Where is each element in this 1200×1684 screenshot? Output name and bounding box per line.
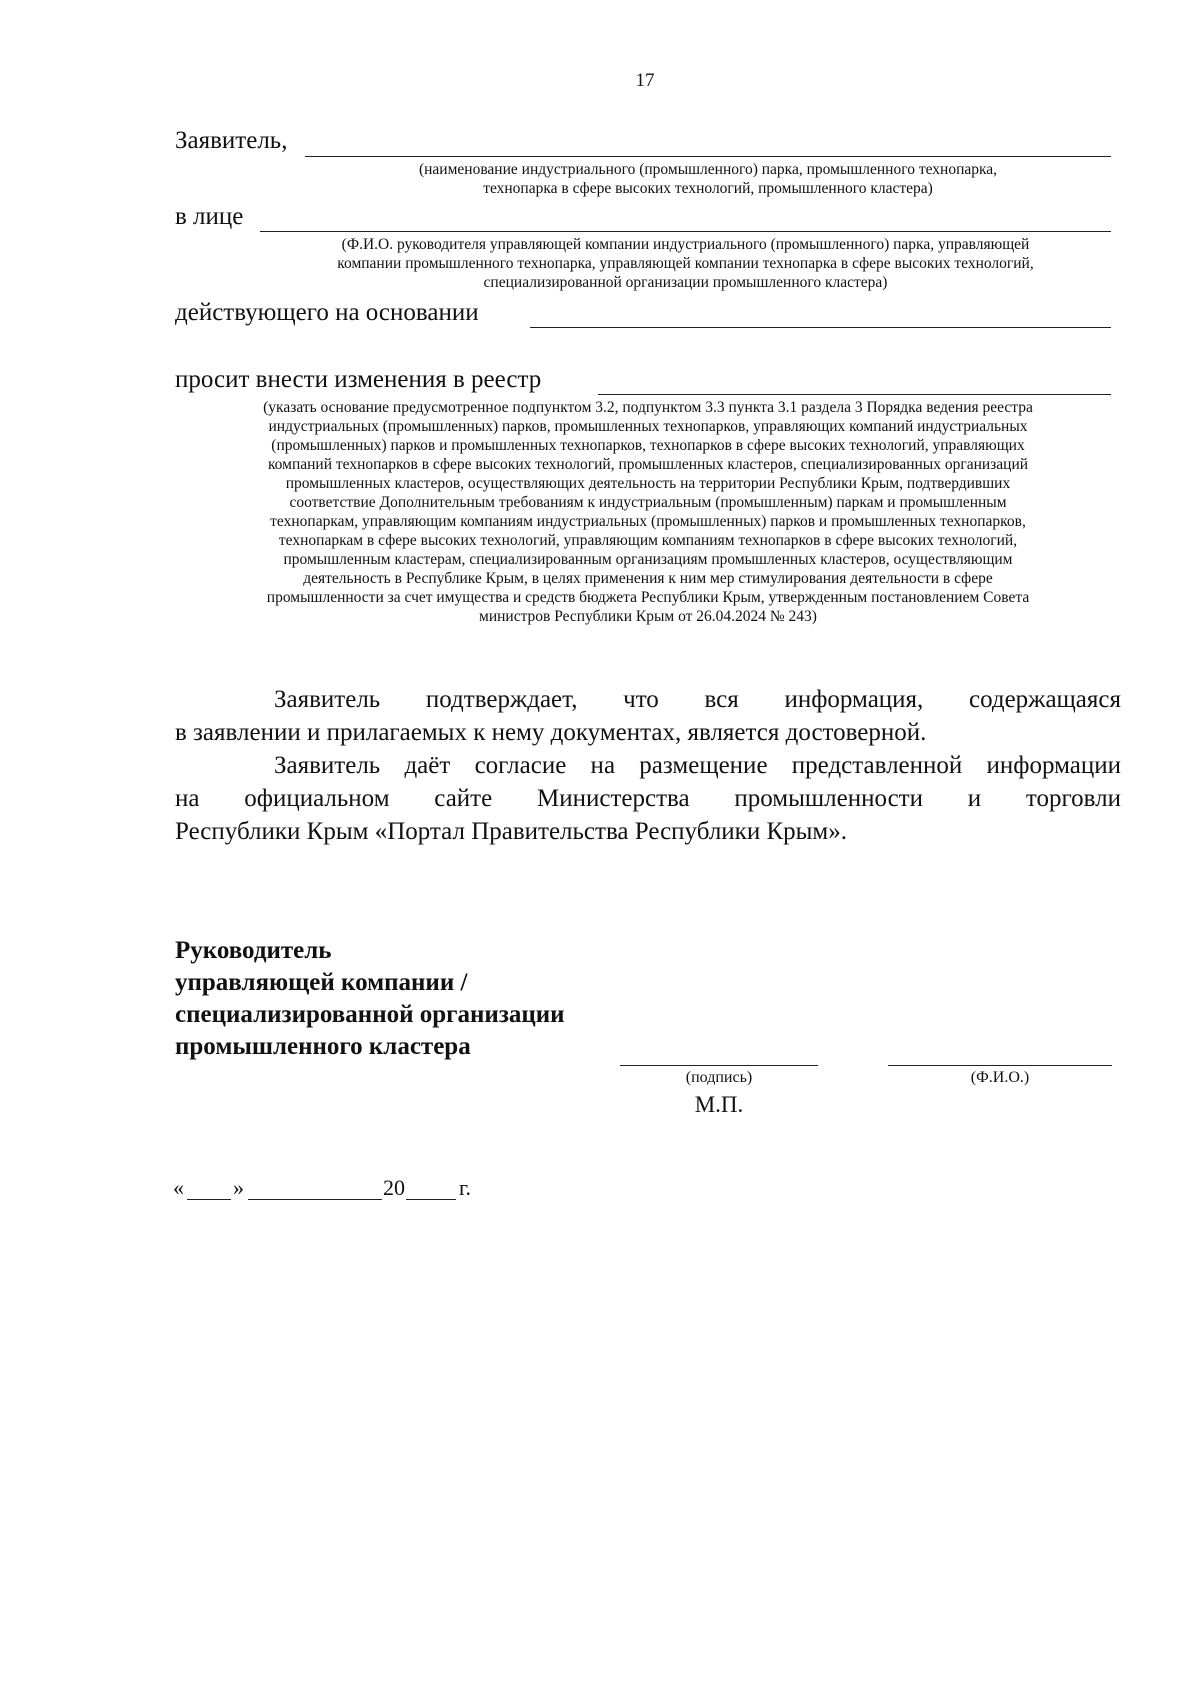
date-open-quote: «	[173, 1175, 184, 1200]
represented-by-caption	[260, 235, 1111, 292]
paragraph-line: Заявитель даёт согласие на размещение представленной информации	[274, 752, 1121, 779]
caption-line: (указать основание предусмотренное подпунктом 3.2, подпунктом 3.3 пункта 3.1 раздела 3 Порядка ведения реестра	[263, 399, 1033, 416]
caption-line: (промышленных) парков и промышленных технопарков, технопарков в сфере высоких технологий, управляющих	[271, 437, 1025, 454]
caption-line: (наименование индустриального (промышленного) парка, промышленного технопарка,	[418, 161, 998, 178]
name-field[interactable]	[888, 1065, 1112, 1066]
paragraph-line: на официальном сайте Министерства промышленности и торговли	[175, 785, 1121, 812]
applicant-caption	[305, 160, 1111, 198]
signer-line: специализированной организации	[175, 1001, 565, 1028]
paragraph-line: Республики Крым «Портал Правительства Республики Крым».	[175, 818, 847, 845]
caption-line: компаний технопарков в сфере высоких технологий, промышленных кластеров, специализированных организаций	[267, 456, 1029, 473]
caption-line: соответствие Дополнительным требованиям к индустриальным (промышленным) паркам и промышленным	[289, 494, 1007, 511]
caption-line: деятельность в Республике Крым, в целях применения к ним мер стимулирования деятельности в сфере	[303, 570, 993, 587]
represented-by-field[interactable]	[260, 231, 1111, 232]
caption-line: технопарка в сфере высоких технологий, промышленного кластера)	[483, 180, 933, 197]
acting-basis-field[interactable]	[530, 327, 1111, 328]
caption-line: компании промышленного технопарка, управляющей компании технопарка в сфере высоких технологий,	[337, 255, 1034, 272]
signature-caption: (подпись)	[685, 1069, 753, 1086]
signer-title	[175, 935, 565, 1063]
caption-line: промышленным кластерам, специализированным организациям промышленных кластеров, осуществляющим	[283, 551, 1013, 568]
caption-line: технопаркам в сфере высоких технологий, управляющим компаниям технопарков в сфере высоких технологий,	[278, 532, 1018, 549]
represented-by-label: в лице	[175, 203, 244, 230]
name-caption: (Ф.И.О.)	[970, 1069, 1030, 1086]
caption-line: промышленности за счет имущества и средств бюджета Республики Крым, утвержденным постановлением Совета	[266, 589, 1030, 606]
date-year-field[interactable]	[406, 1199, 456, 1200]
date-month-field[interactable]	[248, 1199, 382, 1200]
signer-line: Руководитель	[175, 937, 332, 964]
request-caption	[175, 398, 1121, 626]
consent-paragraph	[175, 749, 1121, 848]
page-number: 17	[635, 70, 655, 91]
date-century: 20	[383, 1175, 405, 1200]
date-close-quote: »	[233, 1175, 244, 1200]
confirmation-paragraph	[175, 683, 1121, 749]
signer-line: управляющей компании /	[175, 969, 468, 996]
caption-line: министров Республики Крым от 26.04.2024 № 243)	[479, 608, 817, 625]
caption-line: промышленных кластеров, осуществляющих деятельность на территории Республики Крым, подтвердивших	[285, 475, 1011, 492]
paragraph-line: Заявитель подтверждает, что вся информация, содержащаяся	[274, 686, 1121, 713]
caption-line: индустриальных (промышленных) парков, промышленных технопарков, управляющих компаний индустриальных	[268, 418, 1028, 435]
request-field[interactable]	[598, 394, 1111, 395]
applicant-label: Заявитель,	[175, 127, 288, 154]
caption-line: (Ф.И.О. руководителя управляющей компании индустриального (промышленного) парка, управляющей	[341, 236, 1030, 253]
signer-line: промышленного кластера	[175, 1033, 471, 1060]
seal-mark: М.П.	[694, 1092, 744, 1117]
signature-field[interactable]	[620, 1065, 818, 1066]
request-label: просит внести изменения в реестр	[175, 366, 542, 393]
caption-line: технопаркам, управляющим компаниям индустриальных (промышленных) парков и промышленных технопарков,	[270, 513, 1026, 530]
caption-line: специализированной организации промышленного кластера)	[483, 274, 888, 291]
date-year-suffix: г.	[459, 1175, 472, 1200]
date-day-field[interactable]	[187, 1199, 231, 1200]
acting-basis-label: действующего на основании	[175, 299, 479, 326]
paragraph-line: в заявлении и прилагаемых к нему документах, является достоверной.	[175, 719, 927, 746]
applicant-field[interactable]	[305, 156, 1111, 157]
